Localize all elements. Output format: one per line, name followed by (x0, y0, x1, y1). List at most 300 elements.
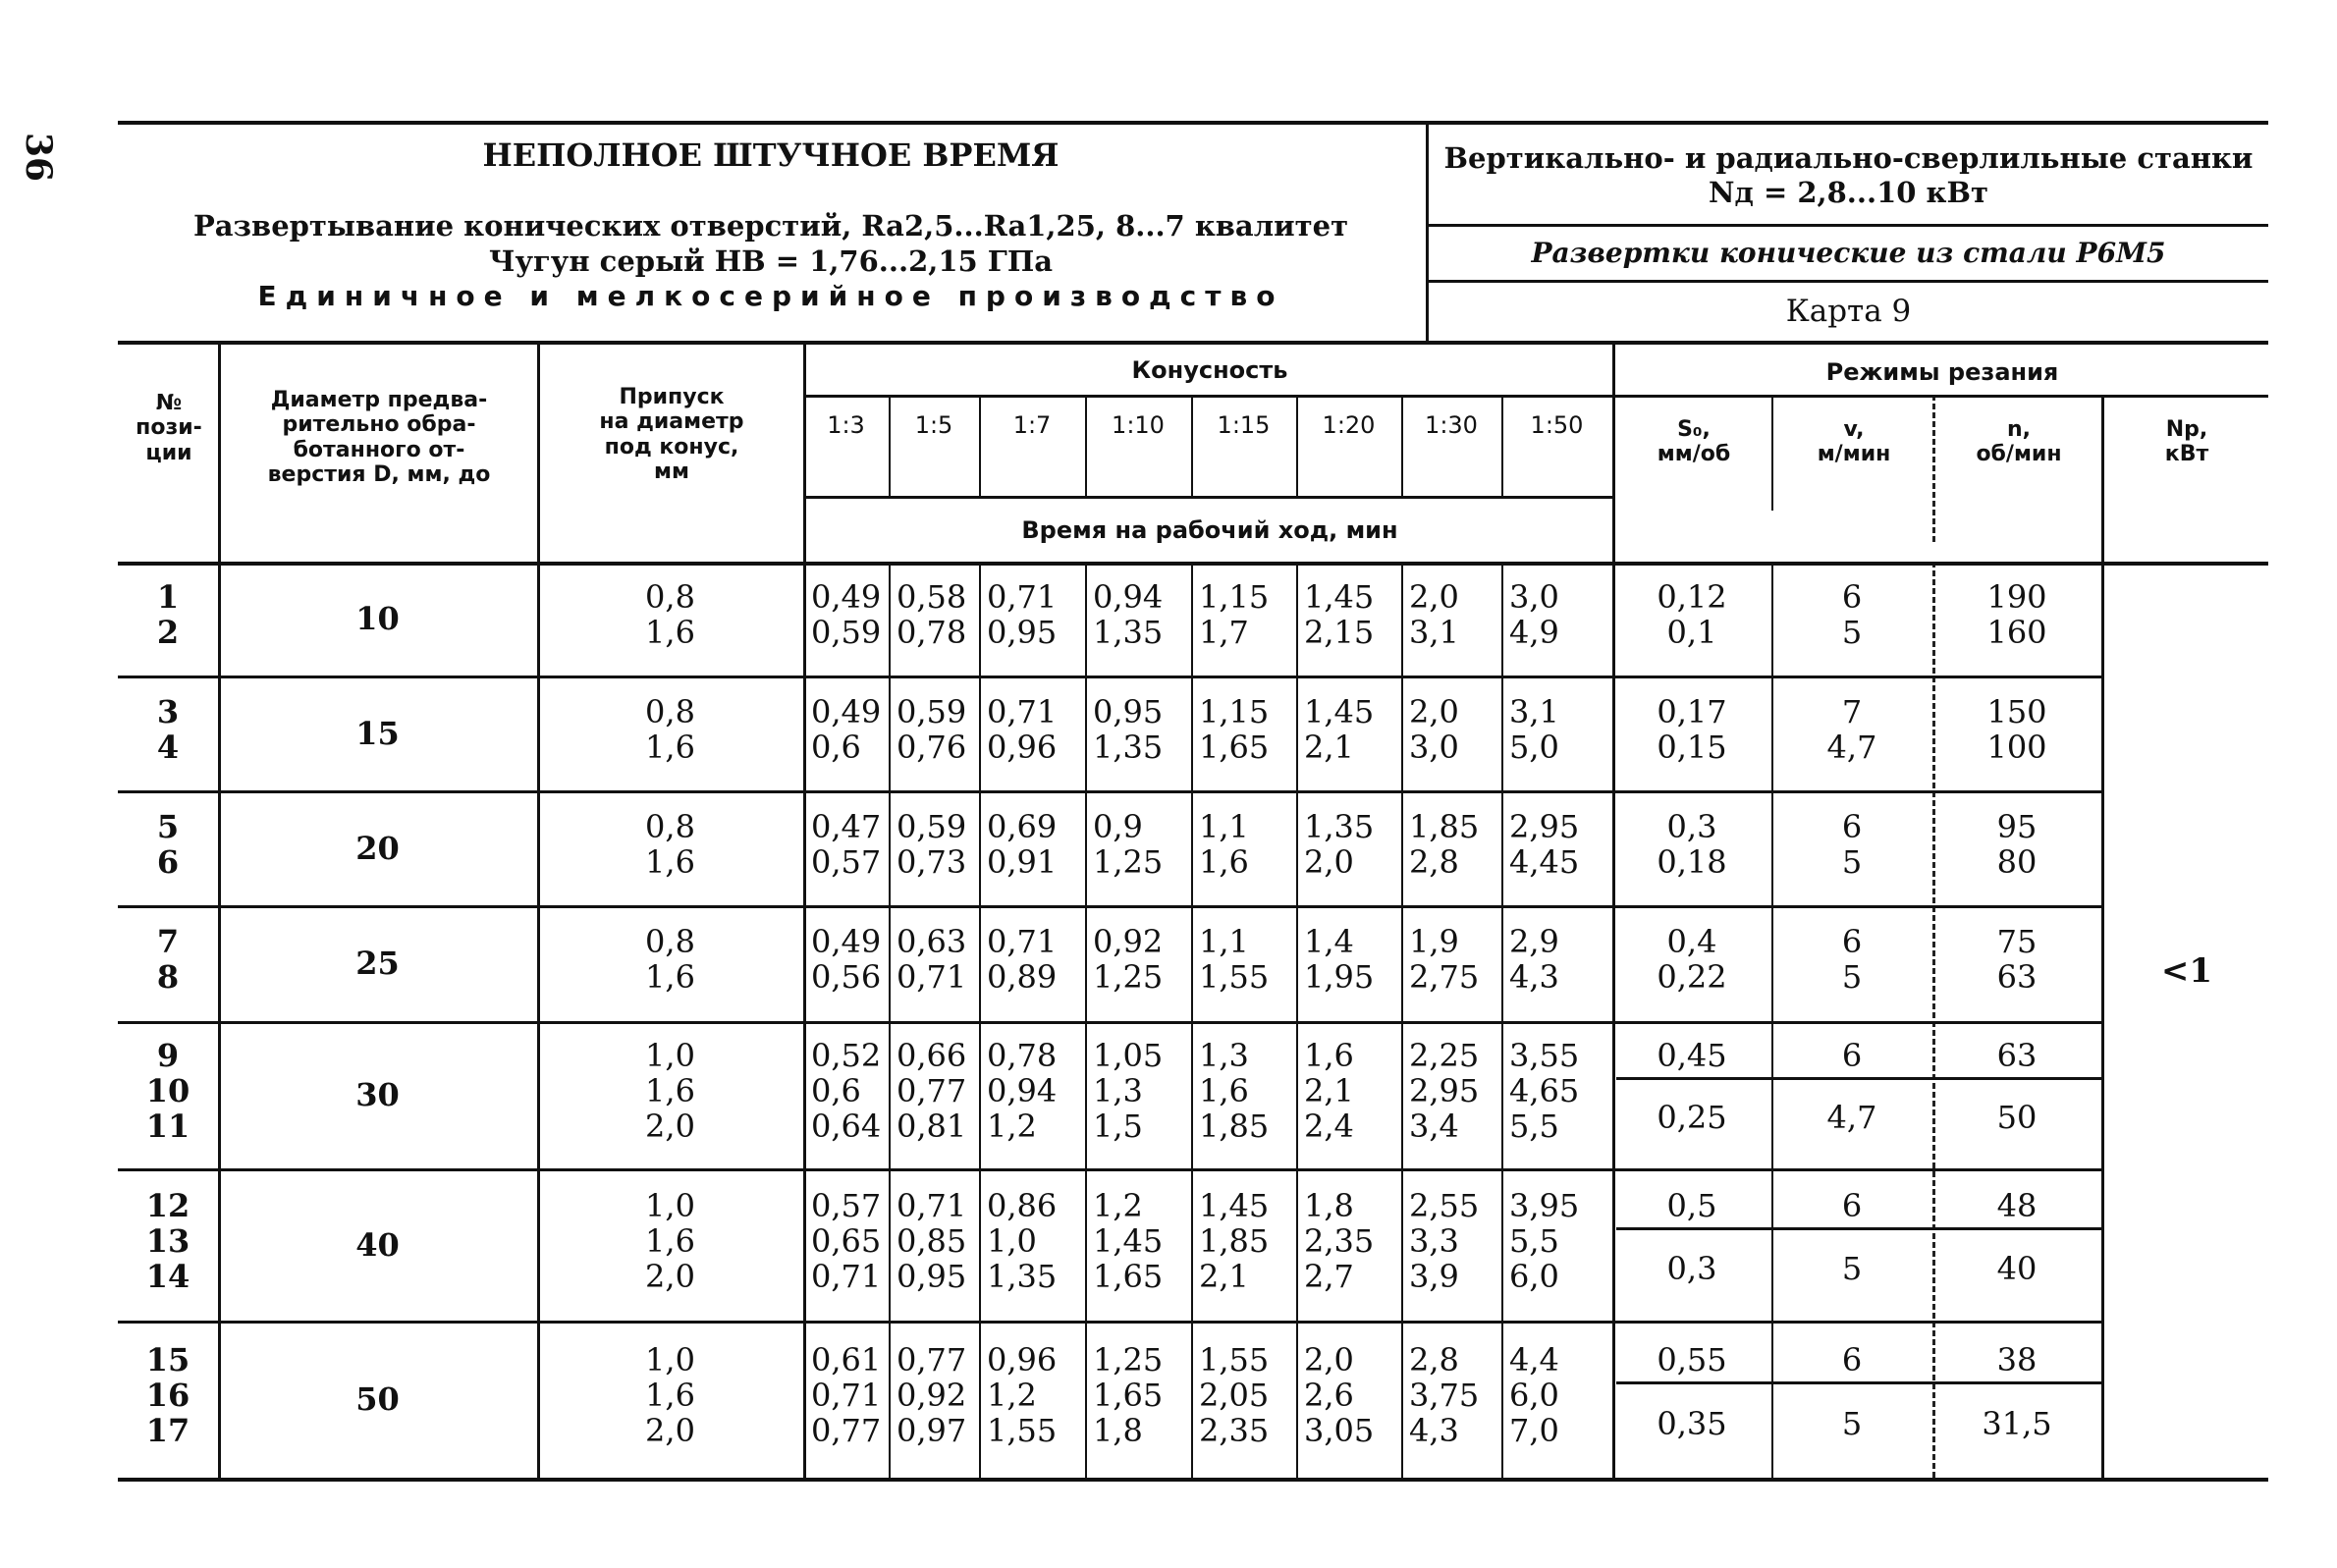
time-value: 0,73 (897, 843, 967, 881)
time-value: 1,6 (1199, 1072, 1249, 1109)
time-value: 2,1 (1199, 1258, 1249, 1295)
time-value: 1,45 (1304, 578, 1375, 616)
time-value: 0,57 (811, 1187, 882, 1224)
time-value: 0,78 (897, 614, 967, 651)
time-value: 0,65 (811, 1222, 882, 1260)
tool-label: Развертки конические из стали Р6М5 (1531, 237, 2166, 269)
n-value: 80 (1996, 843, 2038, 881)
group-separator (118, 790, 2101, 793)
machines-line-2: Nд = 2,8...10 кВт (1709, 176, 1988, 209)
n-value: 38 (1996, 1341, 2038, 1379)
time-value: 1,65 (1199, 729, 1270, 766)
time-value: 1,6 (1304, 1037, 1354, 1074)
taper-ratio-header: 1:3 (827, 411, 865, 439)
col-np-line: кВт (2164, 442, 2209, 467)
time-value: 1,25 (1093, 843, 1164, 881)
taper-ratio-header: 1:7 (1012, 411, 1052, 439)
time-value: 3,05 (1304, 1412, 1375, 1449)
time-value: 1,0 (987, 1222, 1037, 1260)
time-value: 2,0 (1304, 1341, 1354, 1379)
n-value: 50 (1996, 1099, 2038, 1136)
diameter-value: 40 (355, 1226, 400, 1264)
time-value: 4,65 (1509, 1072, 1580, 1109)
time-value: 1,8 (1093, 1412, 1143, 1449)
time-value: 0,6 (811, 1072, 861, 1109)
time-value: 0,71 (811, 1377, 882, 1414)
v-value: 4,7 (1826, 1099, 1877, 1136)
time-value: 4,45 (1509, 843, 1580, 881)
header-subtitle-1: Развертывание конических отверстий, Ra2,5...Ra1,25, 8...7 квалитет (192, 209, 1349, 243)
group-separator (118, 676, 2101, 678)
position-number: 11 (145, 1108, 190, 1145)
allowance-value: 1,6 (645, 729, 695, 766)
time-value: 1,35 (987, 1258, 1058, 1295)
page-number: 36 (18, 133, 59, 183)
position-number: 17 (145, 1412, 190, 1449)
time-value: 0,95 (987, 614, 1058, 651)
col-diameter-line: верстия D, мм, до (267, 461, 491, 487)
col-allowance-line: Припуск (619, 385, 725, 409)
n-value: 100 (1986, 729, 2047, 766)
group-separator (118, 905, 2101, 908)
time-value: 2,0 (1304, 843, 1354, 881)
time-value: 2,25 (1409, 1037, 1480, 1074)
time-value: 0,71 (987, 923, 1058, 960)
time-value: 1,5 (1093, 1108, 1143, 1145)
v-value: 5 (1841, 958, 1863, 996)
allowance-value: 0,8 (645, 693, 695, 730)
time-value: 0,71 (987, 693, 1058, 730)
group-separator (118, 1021, 2101, 1024)
time-value: 3,55 (1509, 1037, 1580, 1074)
time-value: 0,47 (811, 808, 882, 845)
time-value: 6,0 (1509, 1377, 1559, 1414)
time-value: 2,9 (1509, 923, 1559, 960)
col-pos-line: № (155, 391, 183, 415)
time-value: 0,97 (897, 1412, 967, 1449)
position-number: 16 (145, 1377, 190, 1414)
time-value: 1,65 (1093, 1258, 1164, 1295)
taper-ratio-header: 1:5 (914, 411, 953, 439)
card-label: Карта 9 (1785, 294, 1912, 329)
col-pos-line: ции (145, 440, 192, 465)
position-number: 10 (145, 1072, 190, 1109)
time-value: 0,95 (1093, 693, 1164, 730)
time-value: 0,96 (987, 729, 1058, 766)
time-value: 0,59 (897, 808, 967, 845)
time-value: 1,8 (1304, 1187, 1354, 1224)
time-value: 2,05 (1199, 1377, 1270, 1414)
grid-vline (537, 341, 540, 1478)
time-value: 3,4 (1409, 1108, 1459, 1145)
table-bottom-rule (118, 1478, 2268, 1482)
position-number: 15 (145, 1341, 190, 1379)
s0-value: 0,12 (1657, 578, 1727, 616)
time-label: Время на рабочий ход, мин (1021, 516, 1398, 544)
position-number: 7 (156, 923, 180, 960)
time-value: 2,1 (1304, 729, 1354, 766)
np-value: <1 (2160, 951, 2213, 991)
time-value: 0,52 (811, 1037, 882, 1074)
allowance-value: 1,6 (645, 958, 695, 996)
grid-dashed-line (1932, 395, 1935, 542)
header-top-rule (118, 121, 2268, 125)
grid-dashed-line (1932, 562, 1935, 1478)
grid-vline (889, 395, 891, 496)
time-value: 1,25 (1093, 958, 1164, 996)
time-value: 1,6 (1199, 843, 1249, 881)
grid-vline (1085, 395, 1087, 496)
time-value: 2,0 (1409, 578, 1459, 616)
allowance-value: 0,8 (645, 808, 695, 845)
time-value: 2,6 (1304, 1377, 1354, 1414)
time-value: 0,89 (987, 958, 1058, 996)
s0-value: 0,25 (1657, 1099, 1727, 1136)
time-value: 2,8 (1409, 1341, 1459, 1379)
machines-rule (1429, 224, 2268, 227)
time-value: 0,95 (897, 1258, 967, 1295)
v-value: 5 (1841, 1405, 1863, 1442)
time-value: 3,75 (1409, 1377, 1480, 1414)
time-value: 6,0 (1509, 1258, 1559, 1295)
diameter-value: 20 (355, 830, 400, 867)
v-value: 6 (1841, 1037, 1863, 1074)
time-value: 1,2 (1093, 1187, 1143, 1224)
time-value: 1,45 (1093, 1222, 1164, 1260)
group-separator (118, 1321, 2101, 1324)
s0-value: 0,5 (1666, 1187, 1717, 1224)
time-value: 0,71 (897, 958, 967, 996)
time-value: 4,9 (1509, 614, 1559, 651)
time-value: 1,1 (1199, 923, 1249, 960)
diameter-value: 25 (355, 945, 400, 982)
col-allowance-line: мм (654, 459, 689, 484)
time-value: 1,35 (1304, 808, 1375, 845)
header-divider (1426, 125, 1429, 341)
time-value: 1,9 (1409, 923, 1459, 960)
allowance-value: 1,0 (645, 1037, 695, 1074)
time-value: 0,81 (897, 1108, 967, 1145)
tool-rule (1429, 280, 2268, 283)
taper-ratio-header: 1:10 (1112, 411, 1165, 439)
machines-line-1: Вертикально- и радиально-сверлильные станки (1443, 141, 2254, 175)
grid-vline (979, 395, 981, 496)
time-value: 0,59 (897, 693, 967, 730)
v-value: 6 (1841, 808, 1863, 845)
time-value: 1,3 (1199, 1037, 1249, 1074)
time-value: 1,55 (1199, 1341, 1270, 1379)
col-diameter-line: Диаметр предва- (270, 388, 488, 412)
modes-group-rule (1612, 395, 2268, 398)
time-value: 1,65 (1093, 1377, 1164, 1414)
time-value: 0,58 (897, 578, 967, 616)
time-value: 0,78 (987, 1037, 1058, 1074)
taper-group-rule (803, 395, 1612, 398)
grid-vline (1401, 562, 1403, 1478)
v-value: 6 (1841, 923, 1863, 960)
time-value: 0,77 (811, 1412, 882, 1449)
time-value: 2,55 (1409, 1187, 1480, 1224)
v-value: 6 (1841, 1341, 1863, 1379)
grid-vline (1085, 562, 1087, 1478)
allowance-value: 1,6 (645, 1072, 695, 1109)
n-value: 63 (1996, 958, 2038, 996)
time-value: 7,0 (1509, 1412, 1559, 1449)
time-value: 0,49 (811, 923, 882, 960)
time-value: 2,1 (1304, 1072, 1354, 1109)
time-value: 2,35 (1304, 1222, 1375, 1260)
time-value: 0,71 (811, 1258, 882, 1295)
time-value: 1,7 (1199, 614, 1249, 651)
allowance-value: 2,0 (645, 1258, 695, 1295)
allowance-value: 1,6 (645, 1377, 695, 1414)
time-value: 0,77 (897, 1072, 967, 1109)
s0-value: 0,4 (1666, 923, 1717, 960)
time-value: 0,64 (811, 1108, 882, 1145)
time-value: 0,9 (1093, 808, 1143, 845)
time-value: 0,59 (811, 614, 882, 651)
time-value: 1,25 (1093, 1341, 1164, 1379)
time-value: 2,8 (1409, 843, 1459, 881)
s0-value: 0,17 (1657, 693, 1727, 730)
time-value: 2,75 (1409, 958, 1480, 996)
grid-vline (889, 562, 891, 1478)
grid-vline (1771, 395, 1773, 511)
col-s0-line: S₀, (1677, 417, 1711, 442)
s0-value: 0,45 (1657, 1037, 1727, 1074)
modes-group-header: Режимы резания (1825, 358, 2059, 386)
time-value: 1,85 (1199, 1108, 1270, 1145)
v-value: 7 (1841, 693, 1863, 730)
grid-vline (979, 562, 981, 1478)
col-pos-header (120, 391, 218, 465)
col-n-line: об/мин (1976, 442, 2062, 467)
time-value: 3,3 (1409, 1222, 1459, 1260)
s0-value: 0,3 (1666, 808, 1717, 845)
time-value: 1,15 (1199, 578, 1270, 616)
time-value: 0,86 (987, 1187, 1058, 1224)
s0-value: 0,22 (1657, 958, 1727, 996)
allowance-value: 2,0 (645, 1412, 695, 1449)
position-number: 13 (145, 1222, 190, 1260)
allowance-value: 1,0 (645, 1187, 695, 1224)
time-value: 3,95 (1509, 1187, 1580, 1224)
time-value: 0,85 (897, 1222, 967, 1260)
time-value: 2,95 (1409, 1072, 1480, 1109)
time-value: 0,56 (811, 958, 882, 996)
s0-value: 0,18 (1657, 843, 1727, 881)
time-value: 0,63 (897, 923, 967, 960)
head-bottom-rule (118, 562, 2268, 566)
time-value: 4,3 (1509, 958, 1559, 996)
col-allowance-line: под конус, (604, 434, 739, 460)
position-number: 12 (145, 1187, 190, 1224)
grid-vline (1401, 395, 1403, 496)
time-value: 0,6 (811, 729, 861, 766)
time-value: 4,3 (1409, 1412, 1459, 1449)
time-value: 0,92 (1093, 923, 1164, 960)
time-value: 4,4 (1509, 1341, 1559, 1379)
v-value: 6 (1841, 578, 1863, 616)
time-value: 1,4 (1304, 923, 1354, 960)
time-value: 3,9 (1409, 1258, 1459, 1295)
col-n-line: n, (2006, 417, 2032, 442)
position-number: 5 (156, 808, 180, 845)
time-value: 0,49 (811, 578, 882, 616)
taper-ratio-header: 1:15 (1217, 411, 1271, 439)
time-value: 0,69 (987, 808, 1058, 845)
time-value: 0,96 (987, 1341, 1058, 1379)
diameter-value: 50 (355, 1380, 400, 1418)
v-value: 6 (1841, 1187, 1863, 1224)
time-value: 1,95 (1304, 958, 1375, 996)
col-n-header (1936, 417, 2101, 467)
time-value: 1,15 (1199, 693, 1270, 730)
time-value: 0,76 (897, 729, 967, 766)
grid-vline (218, 341, 221, 1478)
header-production: Единичное и мелкосерийное производство (257, 280, 1284, 312)
allowance-value: 1,0 (645, 1341, 695, 1379)
time-value: 0,71 (987, 578, 1058, 616)
time-value: 1,45 (1199, 1187, 1270, 1224)
time-value: 2,4 (1304, 1108, 1354, 1145)
position-number: 1 (156, 578, 180, 616)
group-separator (118, 1168, 2101, 1171)
v-value: 5 (1841, 614, 1863, 651)
time-value: 0,91 (987, 843, 1058, 881)
time-value: 3,1 (1509, 693, 1559, 730)
grid-vline (1612, 341, 1615, 1478)
s0-value: 0,55 (1657, 1341, 1727, 1379)
position-number: 3 (156, 693, 180, 730)
position-number: 8 (156, 958, 180, 996)
time-value: 2,35 (1199, 1412, 1270, 1449)
s0-value: 0,1 (1666, 614, 1717, 651)
grid-vline (1501, 562, 1503, 1478)
time-value: 3,1 (1409, 614, 1459, 651)
v-value: 5 (1841, 843, 1863, 881)
allowance-value: 0,8 (645, 578, 695, 616)
time-value: 3,0 (1509, 578, 1559, 616)
grid-vline (1296, 395, 1298, 496)
col-np-line: Nр, (2165, 417, 2208, 442)
col-s0-header (1616, 417, 1771, 467)
allowance-value: 1,6 (645, 843, 695, 881)
time-value: 1,35 (1093, 614, 1164, 651)
col-allowance-header (540, 385, 803, 484)
n-value: 40 (1996, 1250, 2038, 1287)
taper-group-header: Конусность (1131, 356, 1288, 384)
time-value: 0,61 (811, 1341, 882, 1379)
time-value: 0,94 (1093, 578, 1164, 616)
time-value: 0,57 (811, 843, 882, 881)
time-value: 0,49 (811, 693, 882, 730)
col-v-header (1775, 417, 1932, 467)
time-value: 5,5 (1509, 1108, 1559, 1145)
time-value: 2,95 (1509, 808, 1580, 845)
n-value: 190 (1986, 578, 2047, 616)
grid-vline (1296, 562, 1298, 1478)
diameter-value: 30 (355, 1076, 400, 1113)
time-value: 0,94 (987, 1072, 1058, 1109)
modes-divider (1616, 1381, 2101, 1384)
position-number: 4 (156, 729, 180, 766)
time-value: 1,05 (1093, 1037, 1164, 1074)
time-value: 3,0 (1409, 729, 1459, 766)
col-diameter-line: ботанного от- (293, 437, 465, 462)
time-value: 2,15 (1304, 614, 1375, 651)
n-value: 150 (1986, 693, 2047, 730)
time-value: 1,55 (1199, 958, 1270, 996)
v-value: 5 (1841, 1250, 1863, 1287)
position-number: 6 (156, 843, 180, 881)
n-value: 160 (1986, 614, 2047, 651)
time-value: 2,7 (1304, 1258, 1354, 1295)
time-value: 1,85 (1199, 1222, 1270, 1260)
n-value: 63 (1996, 1037, 2038, 1074)
time-value: 0,66 (897, 1037, 967, 1074)
time-value: 0,77 (897, 1341, 967, 1379)
table-top-rule (118, 341, 2268, 345)
time-value: 1,85 (1409, 808, 1480, 845)
col-pos-line: пози- (136, 415, 202, 441)
n-value: 75 (1996, 923, 2038, 960)
col-allowance-line: на диаметр (599, 409, 744, 435)
col-s0-line: мм/об (1657, 442, 1731, 467)
n-value: 31,5 (1982, 1405, 2052, 1442)
grid-vline (1191, 395, 1193, 496)
header-subtitle-2: Чугун серый НВ = 1,76...2,15 ГПа (488, 244, 1053, 278)
grid-vline (2101, 395, 2104, 1478)
time-value: 1,35 (1093, 729, 1164, 766)
n-value: 95 (1996, 808, 2038, 845)
time-value: 0,71 (897, 1187, 967, 1224)
modes-divider (1616, 1077, 2101, 1080)
modes-divider (1616, 1227, 2101, 1230)
col-diameter-header (221, 388, 537, 487)
allowance-value: 1,6 (645, 614, 695, 651)
col-v-line: v, (1843, 417, 1865, 442)
position-number: 14 (145, 1258, 190, 1295)
grid-vline (1501, 395, 1503, 496)
time-value: 1,2 (987, 1377, 1037, 1414)
time-value: 1,1 (1199, 808, 1249, 845)
grid-vline (1771, 562, 1773, 1478)
time-value: 1,55 (987, 1412, 1058, 1449)
s0-value: 0,15 (1657, 729, 1727, 766)
header-title: НЕПОЛНОЕ ШТУЧНОЕ ВРЕМЯ (482, 136, 1060, 174)
s0-value: 0,3 (1666, 1250, 1717, 1287)
time-value: 5,5 (1509, 1222, 1559, 1260)
allowance-value: 2,0 (645, 1108, 695, 1145)
time-value: 5,0 (1509, 729, 1559, 766)
taper-values-rule (803, 496, 1612, 499)
allowance-value: 1,6 (645, 1222, 695, 1260)
s0-value: 0,35 (1657, 1405, 1727, 1442)
position-number: 9 (156, 1037, 180, 1074)
n-value: 48 (1996, 1187, 2038, 1224)
grid-vline (1191, 562, 1193, 1478)
taper-ratio-header: 1:50 (1530, 411, 1584, 439)
col-v-line: м/мин (1817, 442, 1891, 467)
position-number: 2 (156, 614, 180, 651)
diameter-value: 15 (355, 715, 400, 752)
time-value: 0,92 (897, 1377, 967, 1414)
time-value: 1,45 (1304, 693, 1375, 730)
taper-ratio-header: 1:30 (1425, 411, 1478, 439)
time-value: 1,2 (987, 1108, 1037, 1145)
diameter-value: 10 (355, 600, 400, 637)
